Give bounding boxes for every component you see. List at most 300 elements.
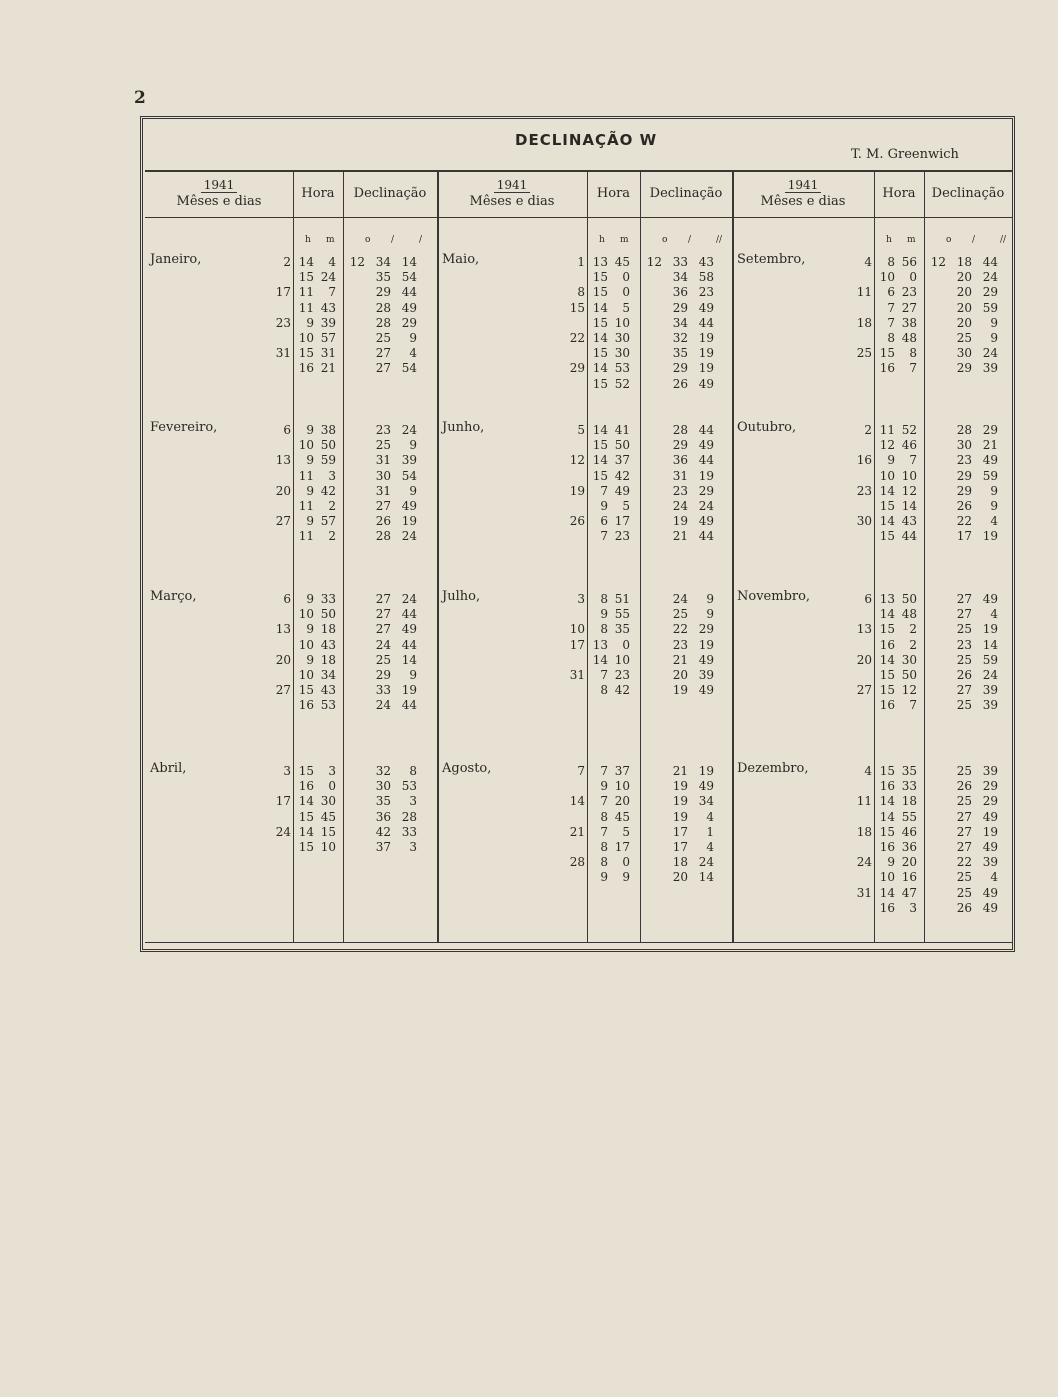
cell-arc-minute: 18 — [672, 855, 688, 870]
cell-arc-minute: 27 — [375, 361, 391, 376]
unit-sec: // — [1000, 235, 1007, 245]
cell-arc-minute: 20 — [956, 315, 972, 330]
cell-arc-minute: 36 — [672, 453, 688, 468]
cell-arc-minute: 29 — [956, 468, 972, 483]
cell-minute: 48 — [901, 331, 917, 345]
cell-hour: 15 — [879, 668, 895, 682]
cell-day: 15 — [569, 300, 585, 315]
cell-day: 13 — [856, 622, 872, 637]
cell-arc-minute: 27 — [375, 346, 391, 361]
cell-minute: 30 — [320, 794, 336, 809]
cell-arc-minute: 19 — [672, 683, 688, 698]
cell-hour: 8 — [600, 855, 608, 870]
cell-arc-second: 59 — [982, 652, 998, 667]
cell-hour: 9 — [306, 315, 314, 330]
month-name: Julho, — [442, 589, 481, 604]
cell-hour: 7 — [600, 668, 608, 682]
cell-day: 16 — [856, 453, 872, 468]
table-row — [0, 361, 1058, 376]
cell-minute: 7 — [909, 698, 917, 713]
cell-day: 3 — [577, 592, 585, 606]
cell-arc-minute: 25 — [956, 870, 972, 885]
unit-min: / — [688, 235, 692, 245]
cell-arc-second: 29 — [698, 622, 714, 637]
cell-minute: 12 — [901, 483, 917, 498]
cell-day: 30 — [856, 514, 872, 529]
cell-minute: 37 — [614, 453, 630, 468]
cell-hour: 9 — [306, 453, 314, 468]
cell-hour: 14 — [879, 794, 895, 809]
table-row — [0, 301, 1058, 316]
cell-hour: 15 — [592, 376, 608, 391]
cell-arc-minute: 22 — [956, 514, 972, 529]
cell-arc-second: 44 — [401, 607, 417, 622]
cell-minute: 42 — [320, 483, 336, 498]
unit-min: / — [419, 235, 423, 245]
header-months-days — [437, 178, 587, 210]
cell-hour: 14 — [592, 423, 608, 437]
cell-arc-second: 3 — [409, 840, 417, 854]
cell-arc-second: 49 — [982, 592, 998, 606]
cell-arc-second: 19 — [698, 361, 714, 376]
cell-arc-minute: 17 — [956, 529, 972, 544]
cell-hour: 8 — [887, 255, 895, 269]
cell-arc-second: 49 — [401, 499, 417, 513]
cell-minute: 46 — [901, 824, 917, 839]
cell-arc-minute: 34 — [375, 255, 391, 269]
cell-day: 20 — [275, 652, 291, 667]
cell-minute: 2 — [909, 622, 917, 637]
cell-arc-minute: 29 — [672, 300, 688, 315]
cell-hour: 15 — [879, 622, 895, 637]
cell-arc-second: 44 — [698, 529, 714, 544]
cell-minute: 51 — [614, 592, 630, 606]
cell-hour: 9 — [306, 622, 314, 637]
cell-arc-second: 49 — [982, 809, 998, 824]
cell-minute: 2 — [328, 499, 336, 513]
bottom-line — [145, 942, 1012, 943]
cell-hour: 16 — [879, 637, 895, 652]
cell-arc-second: 29 — [982, 779, 998, 794]
cell-minute: 3 — [328, 468, 336, 483]
table-row — [0, 423, 1058, 438]
cell-degree: 12 — [930, 255, 946, 269]
header-months-days — [145, 178, 293, 210]
cell-hour: 14 — [298, 255, 314, 269]
cell-arc-second: 19 — [698, 764, 714, 778]
cell-arc-minute: 19 — [672, 809, 688, 824]
cell-minute: 35 — [901, 764, 917, 778]
cell-minute: 8 — [909, 346, 917, 361]
cell-minute: 47 — [901, 885, 917, 900]
cell-hour: 15 — [298, 840, 314, 854]
month-name: Dezembro, — [737, 761, 809, 776]
cell-hour: 16 — [879, 900, 895, 915]
cell-minute: 33 — [320, 592, 336, 606]
cell-day: 23 — [275, 315, 291, 330]
cell-hour: 12 — [879, 438, 895, 453]
cell-arc-second: 29 — [698, 483, 714, 498]
cell-arc-second: 49 — [982, 900, 998, 915]
cell-day: 8 — [577, 285, 585, 300]
cell-minute: 38 — [901, 315, 917, 330]
cell-hour: 15 — [879, 346, 895, 361]
cell-arc-second: 24 — [401, 592, 417, 606]
cell-hour: 6 — [887, 285, 895, 300]
cell-arc-second: 9 — [706, 592, 714, 606]
cell-arc-minute: 33 — [375, 683, 391, 698]
cell-day: 17 — [569, 637, 585, 652]
cell-arc-minute: 29 — [672, 438, 688, 453]
cell-day: 24 — [856, 855, 872, 870]
cell-arc-minute: 17 — [672, 824, 688, 839]
cell-minute: 52 — [614, 376, 630, 391]
cell-arc-second: 3 — [409, 794, 417, 809]
cell-arc-minute: 23 — [956, 453, 972, 468]
table-row — [0, 794, 1058, 809]
cell-minute: 2 — [328, 529, 336, 544]
cell-minute: 34 — [320, 668, 336, 682]
cell-arc-second: 44 — [698, 423, 714, 437]
cell-hour: 13 — [879, 592, 895, 606]
cell-arc-minute: 35 — [375, 270, 391, 285]
cell-hour: 15 — [879, 499, 895, 513]
cell-arc-minute: 25 — [956, 764, 972, 778]
cell-minute: 24 — [320, 270, 336, 285]
cell-arc-second: 19 — [698, 346, 714, 361]
cell-arc-minute: 20 — [672, 870, 688, 885]
cell-minute: 43 — [320, 683, 336, 698]
cell-arc-second: 8 — [409, 764, 417, 778]
cell-day: 10 — [569, 622, 585, 637]
cell-day: 22 — [569, 331, 585, 345]
cell-hour: 15 — [592, 270, 608, 285]
cell-day: 17 — [275, 285, 291, 300]
cell-arc-minute: 28 — [956, 423, 972, 437]
cell-hour: 14 — [879, 483, 895, 498]
cell-day: 1 — [577, 255, 585, 269]
cell-minute: 38 — [320, 423, 336, 437]
cell-hour: 15 — [592, 285, 608, 300]
cell-arc-minute: 19 — [672, 794, 688, 809]
cell-minute: 5 — [622, 824, 630, 839]
cell-arc-second: 49 — [401, 300, 417, 315]
cell-arc-minute: 25 — [375, 652, 391, 667]
cell-day: 18 — [856, 824, 872, 839]
cell-arc-minute: 23 — [672, 483, 688, 498]
cell-minute: 16 — [901, 870, 917, 885]
cell-arc-second: 19 — [401, 514, 417, 529]
table-row — [0, 825, 1058, 840]
cell-hour: 9 — [600, 870, 608, 885]
cell-day: 7 — [577, 764, 585, 778]
cell-hour: 10 — [298, 637, 314, 652]
cell-degree: 12 — [646, 255, 662, 269]
cell-day: 31 — [856, 885, 872, 900]
cell-minute: 44 — [901, 529, 917, 544]
cell-minute: 55 — [614, 607, 630, 622]
table-row — [0, 668, 1058, 683]
cell-arc-minute: 24 — [672, 592, 688, 606]
cell-arc-second: 58 — [698, 270, 714, 285]
cell-arc-minute: 30 — [375, 779, 391, 794]
cell-minute: 12 — [901, 683, 917, 698]
cell-hour: 11 — [298, 300, 314, 315]
cell-arc-second: 19 — [698, 468, 714, 483]
cell-arc-second: 9 — [990, 315, 998, 330]
cell-day: 17 — [275, 794, 291, 809]
cell-minute: 53 — [320, 698, 336, 713]
cell-arc-second: 14 — [698, 870, 714, 885]
cell-minute: 10 — [320, 840, 336, 854]
cell-arc-second: 24 — [401, 423, 417, 437]
cell-minute: 7 — [909, 361, 917, 376]
cell-day: 12 — [569, 453, 585, 468]
cell-day: 19 — [569, 483, 585, 498]
cell-arc-minute: 26 — [956, 668, 972, 682]
cell-minute: 23 — [614, 668, 630, 682]
table-row — [0, 484, 1058, 499]
cell-hour: 14 — [592, 300, 608, 315]
cell-minute: 52 — [901, 423, 917, 437]
cell-minute: 50 — [320, 438, 336, 453]
table-row — [0, 901, 1058, 916]
cell-hour: 10 — [879, 468, 895, 483]
month-name: Janeiro, — [150, 252, 202, 267]
cell-arc-minute: 20 — [956, 270, 972, 285]
cell-hour: 15 — [298, 270, 314, 285]
cell-hour: 11 — [298, 468, 314, 483]
cell-arc-second: 14 — [401, 652, 417, 667]
cell-arc-minute: 27 — [956, 824, 972, 839]
header-declinacao: Declinação — [353, 186, 427, 201]
cell-arc-second: 49 — [698, 683, 714, 698]
cell-day: 4 — [864, 764, 872, 778]
cell-minute: 0 — [622, 285, 630, 300]
cell-arc-minute: 32 — [672, 331, 688, 345]
cell-minute: 30 — [614, 331, 630, 345]
cell-arc-minute: 19 — [672, 514, 688, 529]
unit-h: h — [599, 235, 605, 245]
cell-hour: 15 — [879, 824, 895, 839]
cell-arc-second: 49 — [698, 300, 714, 315]
cell-hour: 8 — [887, 331, 895, 345]
cell-minute: 42 — [614, 468, 630, 483]
cell-arc-second: 9 — [409, 438, 417, 453]
cell-minute: 10 — [614, 315, 630, 330]
cell-arc-second: 29 — [982, 794, 998, 809]
header-months-days-label: Mêses e dias — [176, 194, 262, 209]
unit-h: h — [305, 235, 311, 245]
cell-hour: 16 — [879, 698, 895, 713]
cell-hour: 16 — [298, 361, 314, 376]
cell-arc-minute: 42 — [375, 824, 391, 839]
table-row — [0, 499, 1058, 514]
cell-minute: 23 — [901, 285, 917, 300]
table-row — [0, 529, 1058, 544]
cell-day: 20 — [275, 483, 291, 498]
cell-arc-second: 9 — [409, 331, 417, 345]
cell-arc-minute: 24 — [375, 698, 391, 713]
header-hora: Hora — [882, 186, 916, 201]
cell-arc-second: 49 — [982, 885, 998, 900]
cell-arc-minute: 35 — [375, 794, 391, 809]
table-row — [0, 779, 1058, 794]
cell-arc-second: 54 — [401, 468, 417, 483]
month-name: Março, — [150, 589, 197, 604]
cell-arc-second: 44 — [698, 453, 714, 468]
cell-hour: 7 — [600, 483, 608, 498]
cell-arc-second: 53 — [401, 779, 417, 794]
month-name: Fevereiro, — [150, 420, 218, 435]
cell-day: 26 — [569, 514, 585, 529]
cell-arc-second: 34 — [698, 794, 714, 809]
cell-hour: 15 — [298, 764, 314, 778]
cell-day: 29 — [569, 361, 585, 376]
header-divider — [145, 217, 1012, 218]
cell-hour: 16 — [298, 779, 314, 794]
table-row — [0, 453, 1058, 468]
cell-arc-minute: 27 — [375, 622, 391, 637]
cell-arc-second: 39 — [982, 855, 998, 870]
cell-hour: 8 — [600, 683, 608, 698]
cell-arc-minute: 25 — [956, 794, 972, 809]
cell-minute: 48 — [901, 607, 917, 622]
cell-arc-minute: 27 — [375, 592, 391, 606]
table-row — [0, 346, 1058, 361]
cell-minute: 35 — [614, 622, 630, 637]
cell-hour: 16 — [879, 840, 895, 854]
cell-day: 13 — [275, 453, 291, 468]
cell-minute: 55 — [901, 809, 917, 824]
unit-sec: // — [716, 235, 723, 245]
cell-arc-minute: 21 — [672, 529, 688, 544]
cell-arc-minute: 23 — [956, 637, 972, 652]
cell-arc-minute: 34 — [672, 315, 688, 330]
header-year: 1941 — [201, 178, 238, 193]
cell-degree: 12 — [349, 255, 365, 269]
cell-minute: 43 — [320, 637, 336, 652]
title-divider — [145, 170, 1012, 172]
cell-arc-minute: 32 — [375, 764, 391, 778]
header-declinacao: Declinação — [649, 186, 723, 201]
cell-arc-second: 9 — [990, 499, 998, 513]
cell-arc-minute: 18 — [956, 255, 972, 269]
cell-arc-minute: 25 — [956, 331, 972, 345]
cell-arc-second: 19 — [982, 622, 998, 637]
cell-arc-second: 44 — [982, 255, 998, 269]
header-year: 1941 — [785, 178, 822, 193]
cell-arc-minute: 25 — [956, 652, 972, 667]
cell-arc-minute: 27 — [375, 499, 391, 513]
cell-minute: 57 — [320, 331, 336, 345]
cell-hour: 15 — [298, 683, 314, 698]
cell-hour: 9 — [306, 652, 314, 667]
cell-minute: 50 — [901, 592, 917, 606]
cell-hour: 8 — [600, 592, 608, 606]
header-months-days-label: Mêses e dias — [760, 194, 846, 209]
cell-day: 3 — [283, 764, 291, 778]
cell-arc-second: 39 — [982, 698, 998, 713]
cell-arc-minute: 35 — [672, 346, 688, 361]
cell-hour: 10 — [298, 438, 314, 453]
cell-arc-second: 49 — [401, 622, 417, 637]
cell-hour: 14 — [298, 824, 314, 839]
cell-arc-second: 4 — [990, 514, 998, 529]
table-row — [0, 886, 1058, 901]
cell-arc-minute: 26 — [956, 900, 972, 915]
cell-arc-minute: 26 — [672, 376, 688, 391]
cell-minute: 20 — [614, 794, 630, 809]
cell-day: 27 — [275, 683, 291, 698]
month-name: Outubro, — [737, 420, 797, 435]
cell-minute: 21 — [320, 361, 336, 376]
cell-arc-second: 39 — [698, 668, 714, 682]
cell-minute: 23 — [614, 529, 630, 544]
cell-day: 27 — [275, 514, 291, 529]
cell-minute: 56 — [901, 255, 917, 269]
cell-minute: 7 — [909, 453, 917, 468]
cell-arc-minute: 31 — [672, 468, 688, 483]
cell-minute: 41 — [614, 423, 630, 437]
cell-arc-minute: 20 — [956, 285, 972, 300]
cell-arc-second: 19 — [698, 637, 714, 652]
cell-minute: 27 — [901, 300, 917, 315]
table-row — [0, 638, 1058, 653]
cell-day: 6 — [864, 592, 872, 606]
cell-minute: 0 — [909, 270, 917, 285]
cell-arc-minute: 26 — [375, 514, 391, 529]
cell-hour: 15 — [879, 764, 895, 778]
cell-arc-second: 39 — [401, 453, 417, 468]
cell-hour: 13 — [592, 255, 608, 269]
cell-day: 25 — [856, 346, 872, 361]
cell-arc-minute: 20 — [672, 668, 688, 682]
cell-hour: 15 — [879, 683, 895, 698]
cell-minute: 17 — [614, 840, 630, 854]
cell-arc-second: 28 — [401, 809, 417, 824]
cell-arc-second: 54 — [401, 361, 417, 376]
cell-minute: 3 — [909, 900, 917, 915]
cell-hour: 9 — [600, 499, 608, 513]
cell-hour: 11 — [298, 529, 314, 544]
cell-hour: 16 — [879, 361, 895, 376]
cell-arc-second: 59 — [982, 300, 998, 315]
cell-arc-minute: 24 — [672, 499, 688, 513]
unit-deg: o — [946, 235, 952, 245]
cell-arc-second: 49 — [698, 438, 714, 453]
cell-arc-minute: 20 — [956, 300, 972, 315]
cell-hour: 9 — [306, 423, 314, 437]
cell-arc-minute: 21 — [672, 764, 688, 778]
cell-arc-second: 19 — [982, 824, 998, 839]
cell-minute: 59 — [320, 453, 336, 468]
cell-arc-minute: 34 — [672, 270, 688, 285]
cell-hour: 14 — [879, 885, 895, 900]
cell-arc-second: 33 — [401, 824, 417, 839]
cell-arc-second: 24 — [401, 529, 417, 544]
cell-arc-second: 29 — [982, 285, 998, 300]
cell-arc-second: 24 — [698, 499, 714, 513]
cell-day: 28 — [569, 855, 585, 870]
table-row — [0, 622, 1058, 637]
cell-hour: 14 — [592, 652, 608, 667]
table-row — [0, 592, 1058, 607]
cell-day: 18 — [856, 315, 872, 330]
cell-hour: 15 — [592, 315, 608, 330]
cell-hour: 16 — [298, 698, 314, 713]
cell-arc-minute: 27 — [956, 809, 972, 824]
